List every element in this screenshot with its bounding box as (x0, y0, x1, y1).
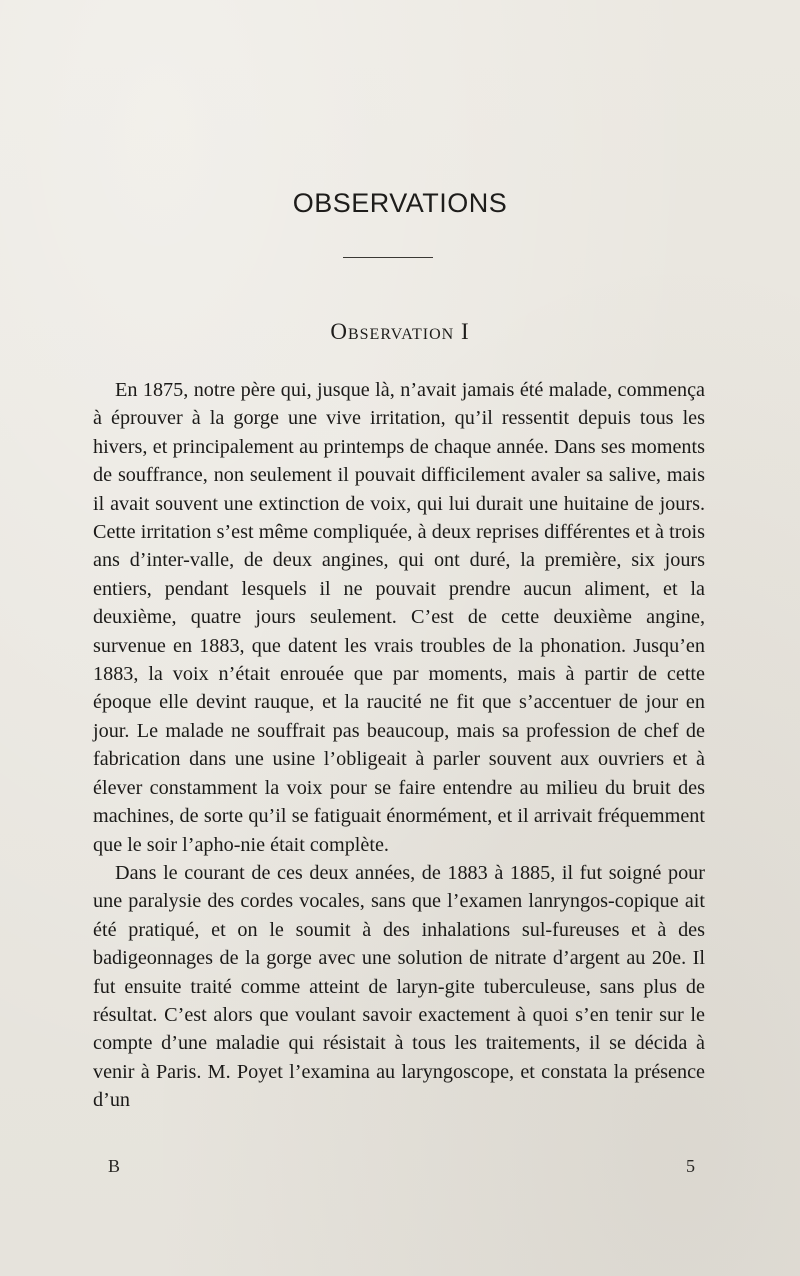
paragraph-2: Dans le courant de ces deux années, de 1883 à 1885, il fut soigné pour une paralysie des cordes vocales, sans que l’examen lanryngos-copique ait été pratiqué, et on le soumit à des inhalations sul-fureuses et à des badigeonnages de la gorge avec une solution de nitrate d’argent au 20e. Il fut ensuite traité comme atteint de laryn-gite tuberculeuse, sans plus de résultat. C’est alors que voulant savoir exactement à quoi s’en tenir sur le compte d’une maladie qui résistait à tous les traitements, il se décida à venir à Paris. M. Poyet l’examina au laryngoscope, et constata la présence d’un (93, 861, 705, 1112)
page-number: 5 (686, 1156, 695, 1176)
signature-mark: B (108, 1156, 121, 1176)
paragraph-1: En 1875, notre père qui, jusque là, n’avait jamais été malade, commença à éprouver à la gorge une vive irritation, qu’il ressentit depuis tous les hivers, et principalement au printemps de chaque année. Dans ses moments de souffrance, non seulement il pouvait difficilement avaler sa salive, mais il avait souvent une extinction de voix, qui lui durait une huitaine de jours. Cette irritation s’est même compliquée, à deux reprises différentes et à trois ans d’inter-valle, de deux angines, qui ont duré, la première, six jours entiers, pendant lesquels il ne pouvait prendre aucun aliment, et la deuxième, quatre jours seulement. C’est de cette deuxième angine, survenue en 1883, que datent les vrais troubles de la phonation. Jusqu’en 1883, la voix n’était enrouée que par moments, mais à partir de cette époque elle devint rauque, et la raucité ne fit que s’accentuer de jour en jour. Le malade ne souffrait pas beaucoup, mais sa profession de chef de fabrication dans une usine l’obligeait à parler souvent aux ouvriers et à élever constamment la voix pour se faire entendre au milieu du bruit des machines, de sorte qu’il se fatiguait énormément, et il arrivait fréquemment que le soir l’apho-nie était complète. (93, 379, 705, 856)
body-text (93, 376, 705, 1115)
title-rule (343, 257, 433, 258)
section-heading: Observation I (330, 319, 470, 344)
page-title: OBSERVATIONS (292, 188, 508, 218)
